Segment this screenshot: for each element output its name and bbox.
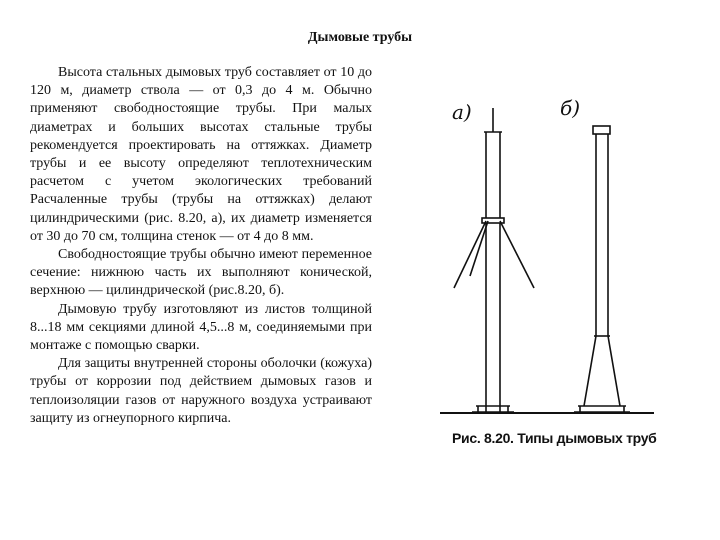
figure-caption: Рис. 8.20. Типы дымовых труб [452,430,657,446]
paragraph-4: Для защиты внутренней стороны оболочки (кожуха) трубы от коррозии под действием дымовых газов и теплоизоляции газов от наружного воздуха устраивают защиту из огнеупорного кирпича. [30,356,372,426]
guyed-chimney-drawing [454,108,534,412]
figure-label-b: б) [560,96,581,120]
chimney-types-figure [440,100,660,420]
paragraph-3: Дымовую трубу изготовляют из листов толщиной 8...18 мм секциями длиной 4,5...8 м, соединяемыми при монтаже с помощью сварки. [30,301,372,354]
paragraph-1: Высота стальных дымовых труб составляет от 10 до 120 м, диаметр ствола — от 0,3 до 4 м. Обычно применяют свободностоящие трубы. При малых диаметрах и больших высотах стальные трубы рекомендуется проектировать на оттяжках. Диаметр трубы и ее высоту определяют теплотехническим расчетом с учетом экологических требований Расчаленные трубы (трубы на оттяжках) делают цилиндрическими (рис. 8.20, а), их диаметр изменяется от 30 до 70 см, толщина стенок — от 4 до 8 мм. [30,65,372,244]
paragraph-2: Свободностоящие трубы обычно имеют переменное сечение: нижнюю часть их выполняют конической, верхнюю — цилиндрической (рис.8.20, б). [30,247,372,299]
page-title: Дымовые трубы [307,30,413,45]
body-text [30,64,372,428]
freestanding-chimney-drawing [574,126,630,412]
figure-label-a: а) [452,100,472,124]
